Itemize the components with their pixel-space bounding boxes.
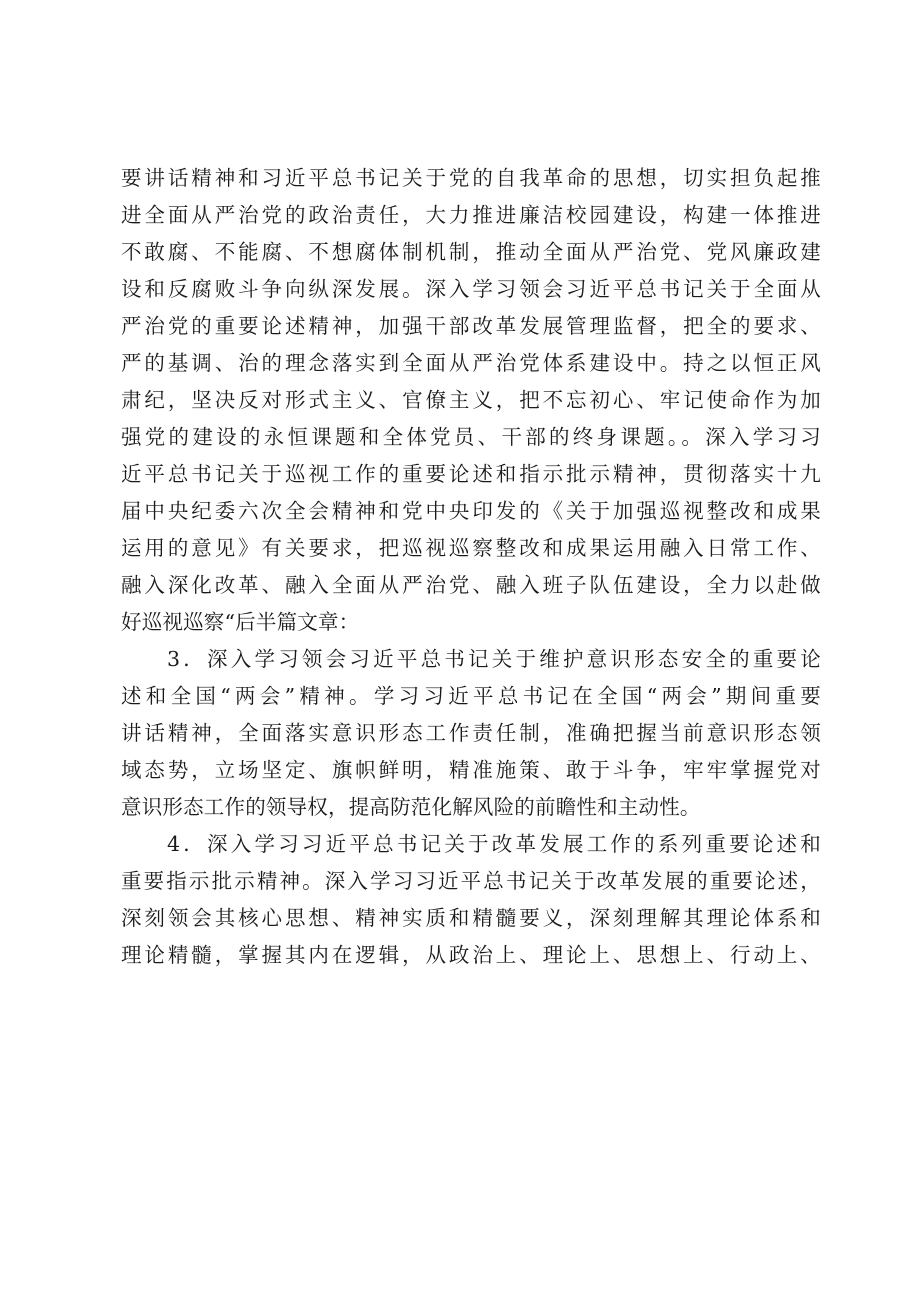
- text-line: 理论精髓，掌握其内在逻辑，从政治上、理论上、思想上、行动上、: [121, 943, 821, 967]
- text-line: 深刻领会其核心思想、精神实质和精髓要义，深刻理解其理论体系和: [121, 906, 821, 930]
- text-line: 域态势，立场坚定、旗帜鲜明，精准施策、敢于斗争，牢牢掌握党对: [121, 758, 821, 782]
- text-line: 进全面从严治党的政治责任，大力推进廉洁校园建设，构建一体推进: [121, 203, 821, 227]
- text-line: 融入深化改革、融入全面从严治党、融入班子队伍建设，全力以赴做: [121, 573, 821, 597]
- paragraph-3: [121, 826, 821, 974]
- paragraph-2: [121, 641, 821, 826]
- text-line: 届中央纪委六次全会精神和党中央印发的《关于加强巡视整改和成果: [121, 499, 821, 523]
- text-line: 3．深入学习领会习近平总书记关于维护意识形态安全的重要论: [167, 647, 821, 671]
- text-line: 意识形态工作的领导权，提高防范化解风险的前瞻性和主动性。: [121, 795, 701, 819]
- text-line: 严治党的重要论述精神，加强干部改革发展管理监督，把全的要求、: [121, 314, 821, 338]
- body-text: [121, 160, 821, 974]
- paragraph-1: [121, 160, 821, 641]
- text-line: 肃纪，坚决反对形式主义、官僚主义，把不忘初心、牢记使命作为加: [121, 388, 821, 412]
- text-line: 好巡视巡察“后半篇文章：: [121, 610, 360, 634]
- text-line: 设和反腐败斗争向纵深发展。深入学习领会习近平总书记关于全面从: [121, 277, 821, 301]
- text-line: 述和全国“两会”精神。学习习近平总书记在全国“两会”期间重要: [121, 684, 821, 708]
- text-line: 4．深入学习习近平总书记关于改革发展工作的系列重要论述和: [167, 832, 821, 856]
- text-line: 近平总书记关于巡视工作的重要论述和指示批示精神，贯彻落实十九: [121, 462, 821, 486]
- text-line: 要讲话精神和习近平总书记关于党的自我革命的思想，切实担负起推: [121, 166, 821, 190]
- text-line: 重要指示批示精神。深入学习习近平总书记关于改革发展的重要论述，: [121, 869, 821, 893]
- text-line: 不敢腐、不能腐、不想腐体制机制，推动全面从严治党、党风廉政建: [121, 240, 821, 264]
- text-line: 严的基调、治的理念落实到全面从严治党体系建设中。持之以恒正风: [121, 351, 821, 375]
- text-line: 讲话精神，全面落实意识形态工作责任制，准确把握当前意识形态领: [121, 721, 821, 745]
- text-line: 运用的意见》有关要求，把巡视巡察整改和成果运用融入日常工作、: [121, 536, 821, 560]
- text-line: 强党的建设的永恒课题和全体党员、干部的终身课题。。深入学习习: [121, 425, 821, 449]
